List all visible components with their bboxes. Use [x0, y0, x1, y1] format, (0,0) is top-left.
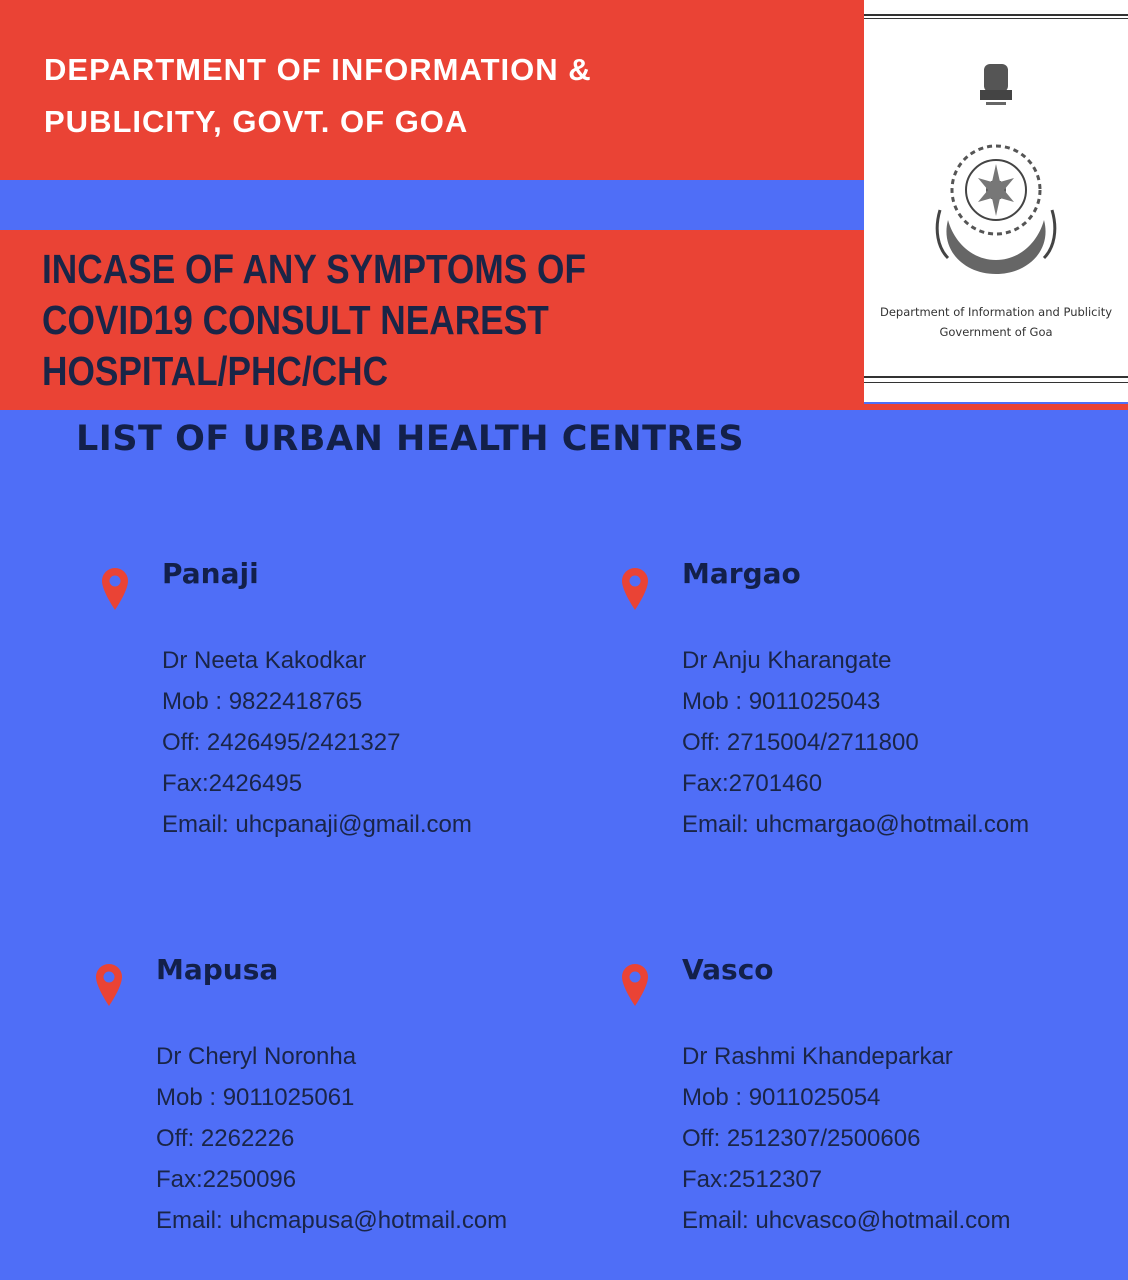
- centre-name: Margao: [682, 557, 801, 590]
- covid-advisory-line: COVID19 CONSULT NEAREST: [42, 297, 549, 343]
- location-pin-icon: [622, 964, 648, 1006]
- covid-advisory: [42, 244, 586, 397]
- department-title: [44, 44, 592, 148]
- department-title-line: DEPARTMENT OF INFORMATION &: [44, 52, 592, 87]
- office-number: Off: 2512307/2500606: [682, 1125, 921, 1152]
- centre-name: Mapusa: [156, 953, 279, 986]
- government-logo: [864, 0, 1128, 402]
- fax-number: Fax:2250096: [156, 1166, 297, 1193]
- doctor-name: Dr Neeta Kakodkar: [162, 647, 367, 674]
- fax-number: Fax:2512307: [682, 1166, 823, 1193]
- location-pin-icon: [96, 964, 122, 1006]
- doctor-name: Dr Cheryl Noronha: [156, 1043, 357, 1070]
- doctor-name: Dr Rashmi Khandeparkar: [682, 1043, 953, 1070]
- doctor-name: Dr Anju Kharangate: [682, 647, 892, 674]
- office-number: Off: 2426495/2421327: [162, 729, 401, 756]
- list-heading: LIST OF URBAN HEALTH CENTRES: [76, 419, 745, 459]
- mobile-number: Mob : 9011025061: [156, 1084, 355, 1111]
- centre-details: [682, 1036, 1010, 1241]
- email-address: Email: uhcpanaji@gmail.com: [162, 811, 472, 838]
- mobile-number: Mob : 9011025054: [682, 1084, 881, 1111]
- logo-rule-bottom-thin: [864, 382, 1128, 383]
- logo-rule-top-thin: [864, 18, 1128, 19]
- logo-caption: [864, 302, 1128, 342]
- email-address: Email: uhcmapusa@hotmail.com: [156, 1207, 508, 1234]
- government-of-goa-emblem-icon: [934, 60, 1058, 284]
- office-number: Off: 2715004/2711800: [682, 729, 919, 756]
- office-number: Off: 2262226: [156, 1125, 295, 1152]
- covid-advisory-line: HOSPITAL/PHC/CHC: [42, 348, 389, 394]
- email-address: Email: uhcmargao@hotmail.com: [682, 811, 1030, 838]
- logo-rule-top: [864, 14, 1128, 16]
- divider-line: [0, 404, 1128, 410]
- centre-details: [156, 1036, 507, 1241]
- logo-caption-line: Department of Information and Publicity: [879, 305, 1113, 319]
- centre-details: [682, 640, 1029, 845]
- department-title-line: PUBLICITY, GOVT. OF GOA: [44, 104, 469, 139]
- logo-rule-bottom: [864, 376, 1128, 378]
- mobile-number: Mob : 9011025043: [682, 688, 881, 715]
- centre-name: Panaji: [162, 557, 259, 590]
- centre-details: [162, 640, 472, 845]
- email-address: Email: uhcvasco@hotmail.com: [682, 1207, 1011, 1234]
- centre-name: Vasco: [682, 953, 774, 986]
- logo-caption-line: Government of Goa: [939, 325, 1053, 339]
- mobile-number: Mob : 9822418765: [162, 688, 363, 715]
- location-pin-icon: [622, 568, 648, 610]
- fax-number: Fax:2426495: [162, 770, 303, 797]
- fax-number: Fax:2701460: [682, 770, 823, 797]
- covid-advisory-line: INCASE OF ANY SYMPTOMS OF: [42, 246, 586, 292]
- location-pin-icon: [102, 568, 128, 610]
